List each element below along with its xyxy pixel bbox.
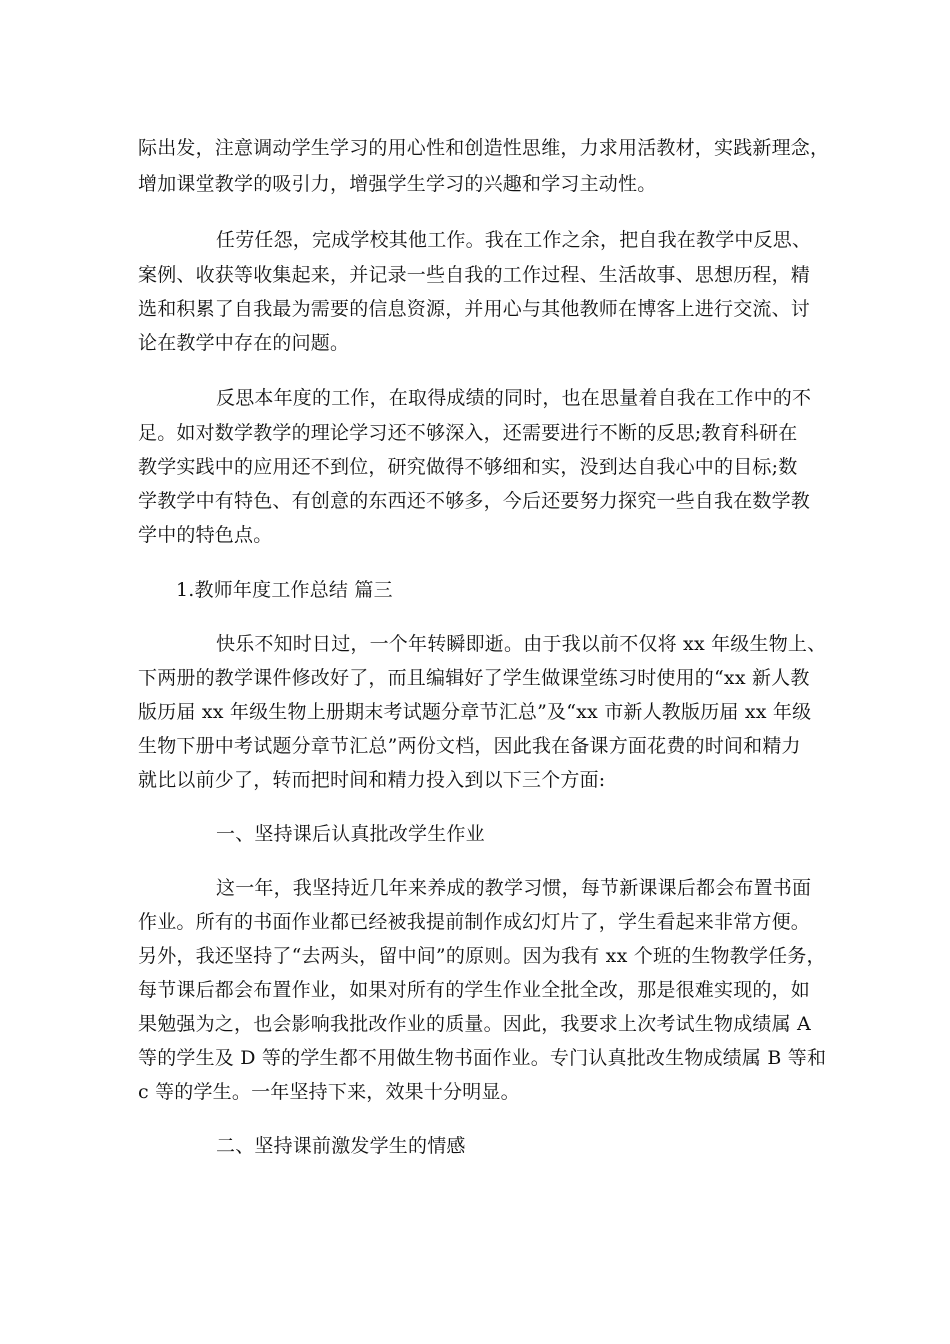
text-line: 选和积累了自我最为需要的信息资源，并用心与其他教师在博客上进行交流、讨 [138, 298, 811, 320]
text-line: 另外，我还坚持了“去两头，留中间”的原则。因为我有 xx 个班的生物教学任务， [138, 945, 826, 967]
text-line: 果勉强为之，也会影响我批改作业的质量。因此，我要求上次考试生物成绩属 A [138, 1013, 811, 1035]
text-line: 快乐不知时日过，一个年转瞬即逝。由于我以前不仅将 xx 年级生物上、 [216, 633, 827, 655]
text-line: 论在教学中存在的问题。 [138, 332, 350, 354]
text-line: 学教学中有特色、有创意的东西还不够多，今后还要努力探究一些自我在数学教 [138, 490, 811, 512]
text-line: 足。如对数学教学的理论学习还不够深入，还需要进行不断的反思;教育科研在 [138, 422, 798, 444]
text-line: 案例、收获等收集起来，并记录一些自我的工作过程、生活故事、思想历程，精 [138, 264, 811, 286]
text-line: 版历届 xx 年级生物上册期末考试题分章节汇总”及“xx 市新人教版历届 xx 年级 [138, 701, 812, 723]
section-heading: 1.教师年度工作总结 篇三 [176, 579, 393, 601]
text-line: 增加课堂教学的吸引力，增强学生学习的兴趣和学习主动性。 [138, 173, 657, 195]
text-line: 学中的特色点。 [138, 524, 273, 546]
subsection-heading: 一、坚持课后认真批改学生作业 [216, 823, 485, 845]
text-line: 教学实践中的应用还不到位，研究做得不够细和实，没到达自我心中的目标;数 [138, 456, 798, 478]
text-line: c 等的学生。一年坚持下来，效果十分明显。 [138, 1081, 520, 1103]
text-line: 际出发，注意调动学生学习的用心性和创造性思维，力求用活教材，实践新理念， [138, 137, 830, 159]
text-line: 等的学生及 D 等的学生都不用做生物书面作业。专门认真批改生物成绩属 B 等和 [138, 1047, 827, 1069]
text-line: 生物下册中考试题分章节汇总”两份文档，因此我在备课方面花费的时间和精力 [138, 735, 801, 757]
text-line: 就比以前少了，转而把时间和精力投入到以下三个方面: [138, 769, 606, 791]
text-line: 反思本年度的工作，在取得成绩的同时，也在思量着自我在工作中的不 [216, 387, 812, 409]
text-line: 下两册的教学课件修改好了，而且编辑好了学生做课堂练习时使用的“xx 新人教 [138, 667, 810, 689]
text-line: 任劳任怨，完成学校其他工作。我在工作之余，把自我在教学中反思、 [216, 229, 812, 251]
text-line: 作业。所有的书面作业都已经被我提前制作成幻灯片了，学生看起来非常方便。 [138, 911, 811, 933]
text-line: 每节课后都会布置作业，如果对所有的学生作业全批全改，那是很难实现的，如 [138, 979, 811, 1001]
subsection-heading: 二、坚持课前激发学生的情感 [216, 1135, 466, 1157]
text-line: 这一年，我坚持近几年来养成的教学习惯，每节新课课后都会布置书面 [216, 877, 812, 899]
